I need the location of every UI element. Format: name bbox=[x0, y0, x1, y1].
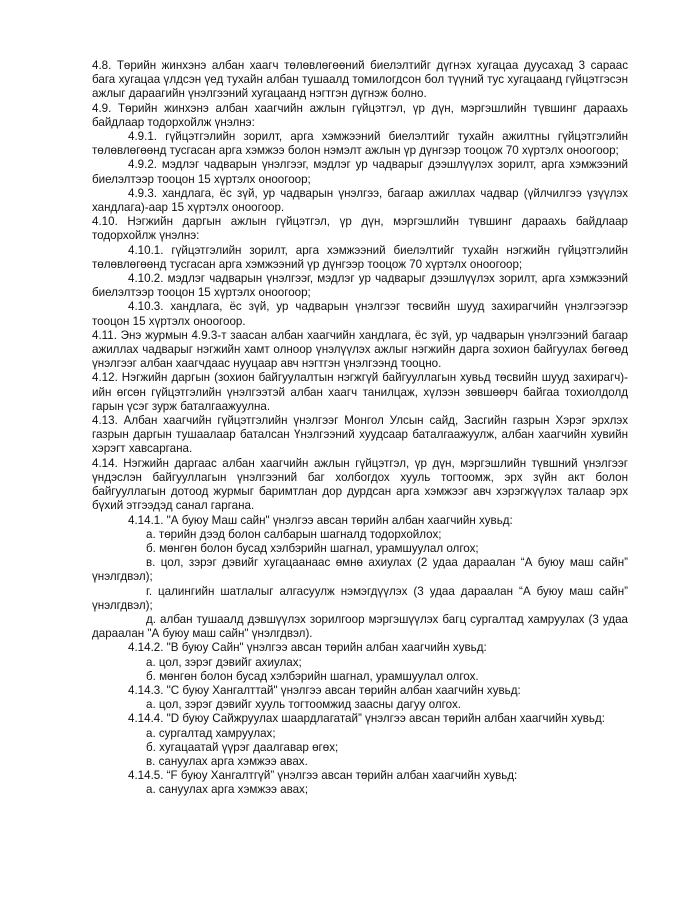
clause-4-14-1-a: а. төрийн дээд болон салбарын шагналд тодорхойлох; bbox=[146, 527, 442, 541]
clause-4-9-1: 4.9.1. гүйцэтгэлийн зорилт, арга хэмжээний биелэлтийг тухайн ажилтны гүйцэтгэлийн төлөвлөгөөнд тусгасан арга хэмжээ болон нэмэлт ажлын үр дүнгээр тооцож 70 хүртэлх оноогоор; bbox=[92, 130, 628, 158]
clause-4-14-4: 4.14.4. "D буюу Сайжруулах шаардлагатай” үнэлгээ авсан төрийн албан хаагчийн хувьд: bbox=[128, 712, 605, 726]
clause-4-14-5: 4.14.5. “F буюу Хангалтгүй” үнэлгээ авсан төрийн албан хаагчийн хувьд: bbox=[128, 769, 518, 783]
clause-4-9-2: 4.9.2. мэдлэг чадварын үнэлгээг, мэдлэг ур чадварыг дээшлүүлэх зорилт, арга хэмжээний биелэлтээр тооцон 15 хүртэлх оноогоор; bbox=[92, 158, 628, 186]
clause-4-10-2: 4.10.2. мэдлэг чадварын үнэлгээг, мэдлэг ур чадварыг дээшлүүлэх зорилт, арга хэмжээний биелэлтээр тооцон 15 хүртэлх оноогоор; bbox=[92, 272, 628, 300]
clause-4-14: 4.14. Нэгжийн даргаас албан хаагчийн ажлын гүйцэтгэл, үр дүн, мэргэшлийн түвшний үнэлгээг үндэслэн байгууллагын үнэлгээний баг холбогдох хууль тогтоомж, эрх зүйн акт болон байгууллагын дотоод журмыг баримтлан дор дурдсан арга хэмжээг авч хэрэгжүүлэх талаар эрх бүхий этгээдэд санал гаргана. bbox=[92, 456, 628, 513]
clause-4-14-3: 4.14.3. "С буюу Хангалттай" үнэлгээ авсан төрийн албан хаагчийн хувьд: bbox=[128, 683, 521, 697]
clause-4-12: 4.12. Нэгжийн даргын (зохион байгуулалтын нэгжгүй байгууллагын хувьд төсвийн шууд захирагч)-ийн өгсөн гүйцэтгэлийн үнэлгээтэй албан хаагч танилцаж, хүлээн зөвшөөрч байгаа тохиолдолд гарын үсэг зурж баталгаажуулна. bbox=[92, 371, 628, 413]
clause-4-14-2-b: б. мөнгөн болон бусад хэлбэрийн шагнал, урамшуулал олгох. bbox=[146, 669, 479, 683]
clause-4-14-4-b: б. хугацаатай үүрэг даалгавар өгөх; bbox=[146, 740, 339, 754]
clause-4-10-1: 4.10.1. гүйцэтгэлийн зорилт, арга хэмжээний биелэлтийг тухайн нэгжийн гүйцэтгэлийн төлөвлөгөөнд тусгасан арга хэмжээний үр дүнгээр тооцож 70 хүртэлх оноогоор; bbox=[92, 243, 628, 271]
clause-4-14-3-a: а. цол, зэрэг дэвийг хууль тогтоомжид заасны дагуу олгох. bbox=[146, 698, 461, 712]
clause-4-9-3: 4.9.3. хандлага, ёс зүй, ур чадварын үнэлгээ, багаар ажиллах чадвар (үйлчилгээ үзүүлэх хандлага)-аар 15 хүртэлх оноогоор. bbox=[92, 186, 628, 215]
clause-4-14-1-d: д. албан тушаалд дэвшүүлэх зорилгоор мэргэшүүлэх багц сургалтад хамруулах (3 удаа дараалан "А буюу маш сайн" үнэлгдвэл). bbox=[92, 612, 628, 641]
clause-4-14-1-g: г. цалингийн шатлалыг алгасуулж нэмэгдүүлэх (3 удаа дараалан “А буюу маш сайн” үнэлгдвэл); bbox=[92, 584, 628, 612]
clause-4-14-2-a: а. цол, зэрэг дэвийг ахиулах; bbox=[146, 655, 302, 669]
clause-4-14-4-a: а. сургалтад хамруулах; bbox=[146, 726, 276, 740]
document-page bbox=[92, 59, 628, 798]
clause-4-14-5-a: а. сануулах арга хэмжээ авах; bbox=[146, 783, 309, 797]
clause-4-14-4-v: в. сануулах арга хэмжээ авах. bbox=[146, 754, 308, 768]
clause-4-14-1: 4.14.1. "А буюу Маш сайн" үнэлгээ авсан төрийн албан хаагчийн хувьд: bbox=[128, 513, 513, 527]
clause-4-11: 4.11. Энэ журмын 4.9.3-т заасан албан хаагчийн хандлага, ёс зүй, ур чадварын үнэлгээний багаар ажиллах чадварыг нэгжийн хамт олноор үнэлүүлэх ажлыг нэгжийн дарга зохион байгуулах бөгөөд үнэлгээг албан хаагчдаас нууцаар авч нэгтгэн үнэлгээнд тооцно. bbox=[92, 328, 628, 371]
clause-4-8: 4.8. Төрийн жинхэнэ албан хаагч төлөвлөгөөний биелэлтийг дүгнэх хугацаа дуусахад 3 сараас бага хугацаа үлдсэн үед тухайн албан тушаалд томилогдсон бол түүний тус хугацаанд гүйцэтгэсэн ажлыг дараагийн үнэлгээний хугацаанд нэгтгэн дүгнэж болно. bbox=[92, 59, 628, 101]
clause-4-9: 4.9. Төрийн жинхэнэ албан хаагчийн ажлын гүйцэтгэл, үр дүн, мэргэшлийн түвшинг дараахь байдлаар тодорхойлж үнэлнэ: bbox=[92, 101, 628, 129]
clause-4-14-1-v: в. цол, зэрэг дэвийг хугацаанаас өмнө ахиулах (2 удаа дараалан “А буюу маш сайн” үнэлгдвэл); bbox=[92, 556, 628, 584]
clause-4-10-3: 4.10.3. хандлага, ёс зүй, ур чадварын үнэлгээг төсвийн шууд захирагчийн үнэлгээгээр тооцон 15 хүртэлх оноогоор. bbox=[92, 300, 628, 328]
clause-4-14-1-b: б. мөнгөн болон бусад хэлбэрийн шагнал, урамшуулал олгох; bbox=[146, 541, 479, 555]
clause-4-13: 4.13. Албан хаагчийн гүйцэтгэлийн үнэлгээг Монгол Улсын сайд, Засгийн газрын Хэрэг эрхлэх газрын даргын тушаалаар баталсан Үнэлгээний хуудсаар баталгаажуулж, албан хаагчийн хувийн хэрэгт хавсаргана. bbox=[92, 414, 628, 456]
clause-4-10: 4.10. Нэгжийн даргын ажлын гүйцэтгэл, үр дүн, мэргэшлийн түвшинг дараахь байдлаар тодорхойлж үнэлнэ: bbox=[92, 215, 628, 243]
clause-4-14-2: 4.14.2. "В буюу Сайн" үнэлгээ авсан төрийн албан хаагчийн хувьд: bbox=[128, 641, 487, 655]
